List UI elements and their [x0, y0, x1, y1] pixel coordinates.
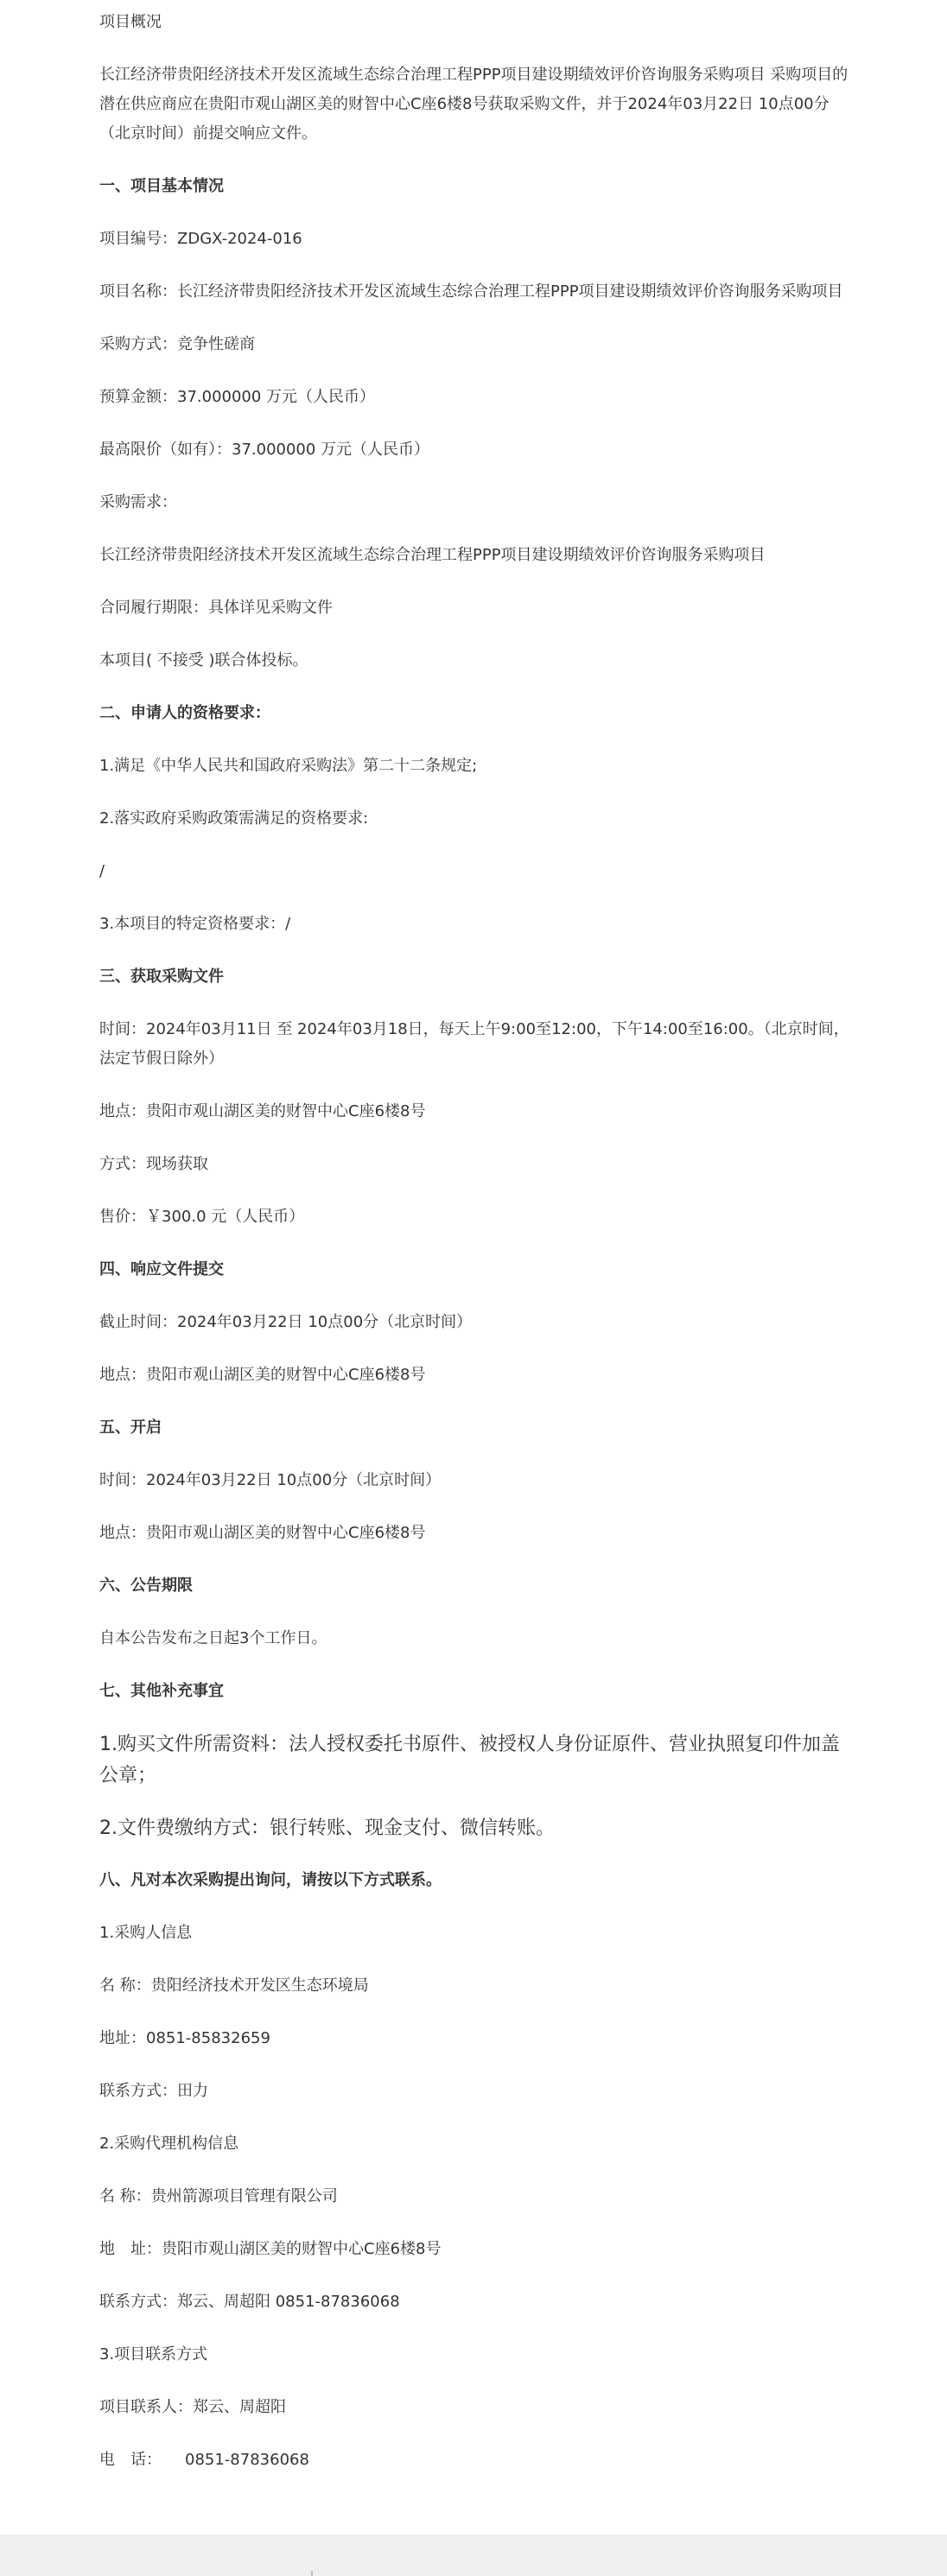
obtain-time: 时间：2024年03月11日 至 2024年03月18日，每天上午9:00至12:00，下午14:00至16:00。（北京时间，法定节假日除外） [99, 1020, 849, 1068]
demand-label: 采购需求： [99, 493, 177, 511]
agency-info-title: 2.采购代理机构信息 [99, 2135, 239, 2153]
announcement-content [99, 0, 855, 2498]
section-2-heading: 二、申请人的资格要求： [99, 704, 270, 722]
qualification-item-2: 2.落实政府采购政策需满足的资格要求: [99, 809, 369, 828]
project-name: 项目名称：长江经济带贵阳经济技术开发区流域生态综合治理工程PPP项目建设期绩效评价咨询服务采购项目 [99, 282, 843, 301]
project-contact-title: 3.项目联系方式 [99, 2345, 208, 2363]
project-number: 项目编号：ZDGX-2024-016 [99, 230, 302, 248]
obtain-place: 地点：贵阳市观山湖区美的财智中心C座6楼8号 [99, 1102, 426, 1120]
opening-place: 地点：贵阳市观山湖区美的财智中心C座6楼8号 [99, 1524, 426, 1542]
section-5-heading: 五、开启 [99, 1418, 162, 1437]
qualification-item-1: 1.满足《中华人民共和国政府采购法》第二十二条规定; [99, 757, 478, 775]
obtain-price: 售价：￥300.0 元（人民币） [99, 1208, 305, 1226]
contract-period: 合同履行期限：具体详见采购文件 [99, 599, 333, 617]
agency-contact: 联系方式：郑云、周超阳 0851-87836068 [99, 2293, 400, 2311]
project-contact-person: 项目联系人：郑云、周超阳 [99, 2398, 286, 2416]
submit-deadline: 截止时间：2024年03月22日 10点00分（北京时间） [99, 1313, 473, 1331]
buyer-contact: 联系方式：田力 [99, 2082, 208, 2100]
obtain-way: 方式：现场获取 [99, 1155, 208, 1173]
buyer-address: 地址：0851-85832659 [99, 2029, 270, 2047]
max-price: 最高限价（如有）：37.000000 万元（人民币） [99, 441, 430, 459]
qualification-item-2-value: / [99, 862, 105, 880]
budget-amount: 预算金额：37.000000 万元（人民币） [99, 388, 376, 406]
supplement-item-2: 2.文件费缴纳方式：银行转账、现金支付、微信转账。 [99, 1818, 555, 1839]
buyer-info-title: 1.采购人信息 [99, 1924, 193, 1942]
section-4-heading: 四、响应文件提交 [99, 1260, 224, 1278]
overview-title: 项目概况 [99, 13, 162, 31]
buyer-name: 名 称：贵阳经济技术开发区生态环境局 [99, 1976, 369, 1995]
demand-text: 长江经济带贵阳经济技术开发区流域生态综合治理工程PPP项目建设期绩效评价咨询服务采购项目 [99, 546, 766, 564]
page-footer [0, 2535, 947, 2576]
section-7-heading: 七、其他补充事宜 [99, 1682, 224, 1700]
section-8-heading: 八、凡对本次采购提出询问，请按以下方式联系。 [99, 1871, 442, 1889]
supplement-item-1: 1.购买文件所需资料：法人授权委托书原件、被授权人身份证原件、营业执照复印件加盖公章； [99, 1734, 840, 1786]
section-3-heading: 三、获取采购文件 [99, 968, 224, 986]
project-contact-phone: 电 话： 0851-87836068 [99, 2451, 309, 2469]
overview-text: 长江经济带贵阳经济技术开发区流域生态综合治理工程PPP项目建设期绩效评价咨询服务采购项目 采购项目的潜在供应商应在贵阳市观山湖区美的财智中心C座6楼8号获取采购文件，并于2024年03月22日 10点00分（北京时间）前提交响应文件。 [99, 66, 848, 143]
opening-time: 时间：2024年03月22日 10点00分（北京时间） [99, 1471, 442, 1489]
agency-name: 名 称：贵州箭源项目管理有限公司 [99, 2187, 338, 2205]
agency-address: 地 址：贵阳市观山湖区美的财智中心C座6楼8号 [99, 2240, 442, 2258]
qualification-item-3: 3.本项目的特定资格要求：/ [99, 915, 291, 933]
consortium-note: 本项目( 不接受 )联合体投标。 [99, 651, 308, 669]
footer-divider [311, 2571, 313, 2576]
submit-place: 地点：贵阳市观山湖区美的财智中心C座6楼8号 [99, 1366, 426, 1384]
section-6-heading: 六、公告期限 [99, 1577, 193, 1595]
notice-period: 自本公告发布之日起3个工作日。 [99, 1629, 327, 1647]
section-1-heading: 一、项目基本情况 [99, 177, 224, 195]
procurement-method: 采购方式：竞争性磋商 [99, 335, 255, 353]
